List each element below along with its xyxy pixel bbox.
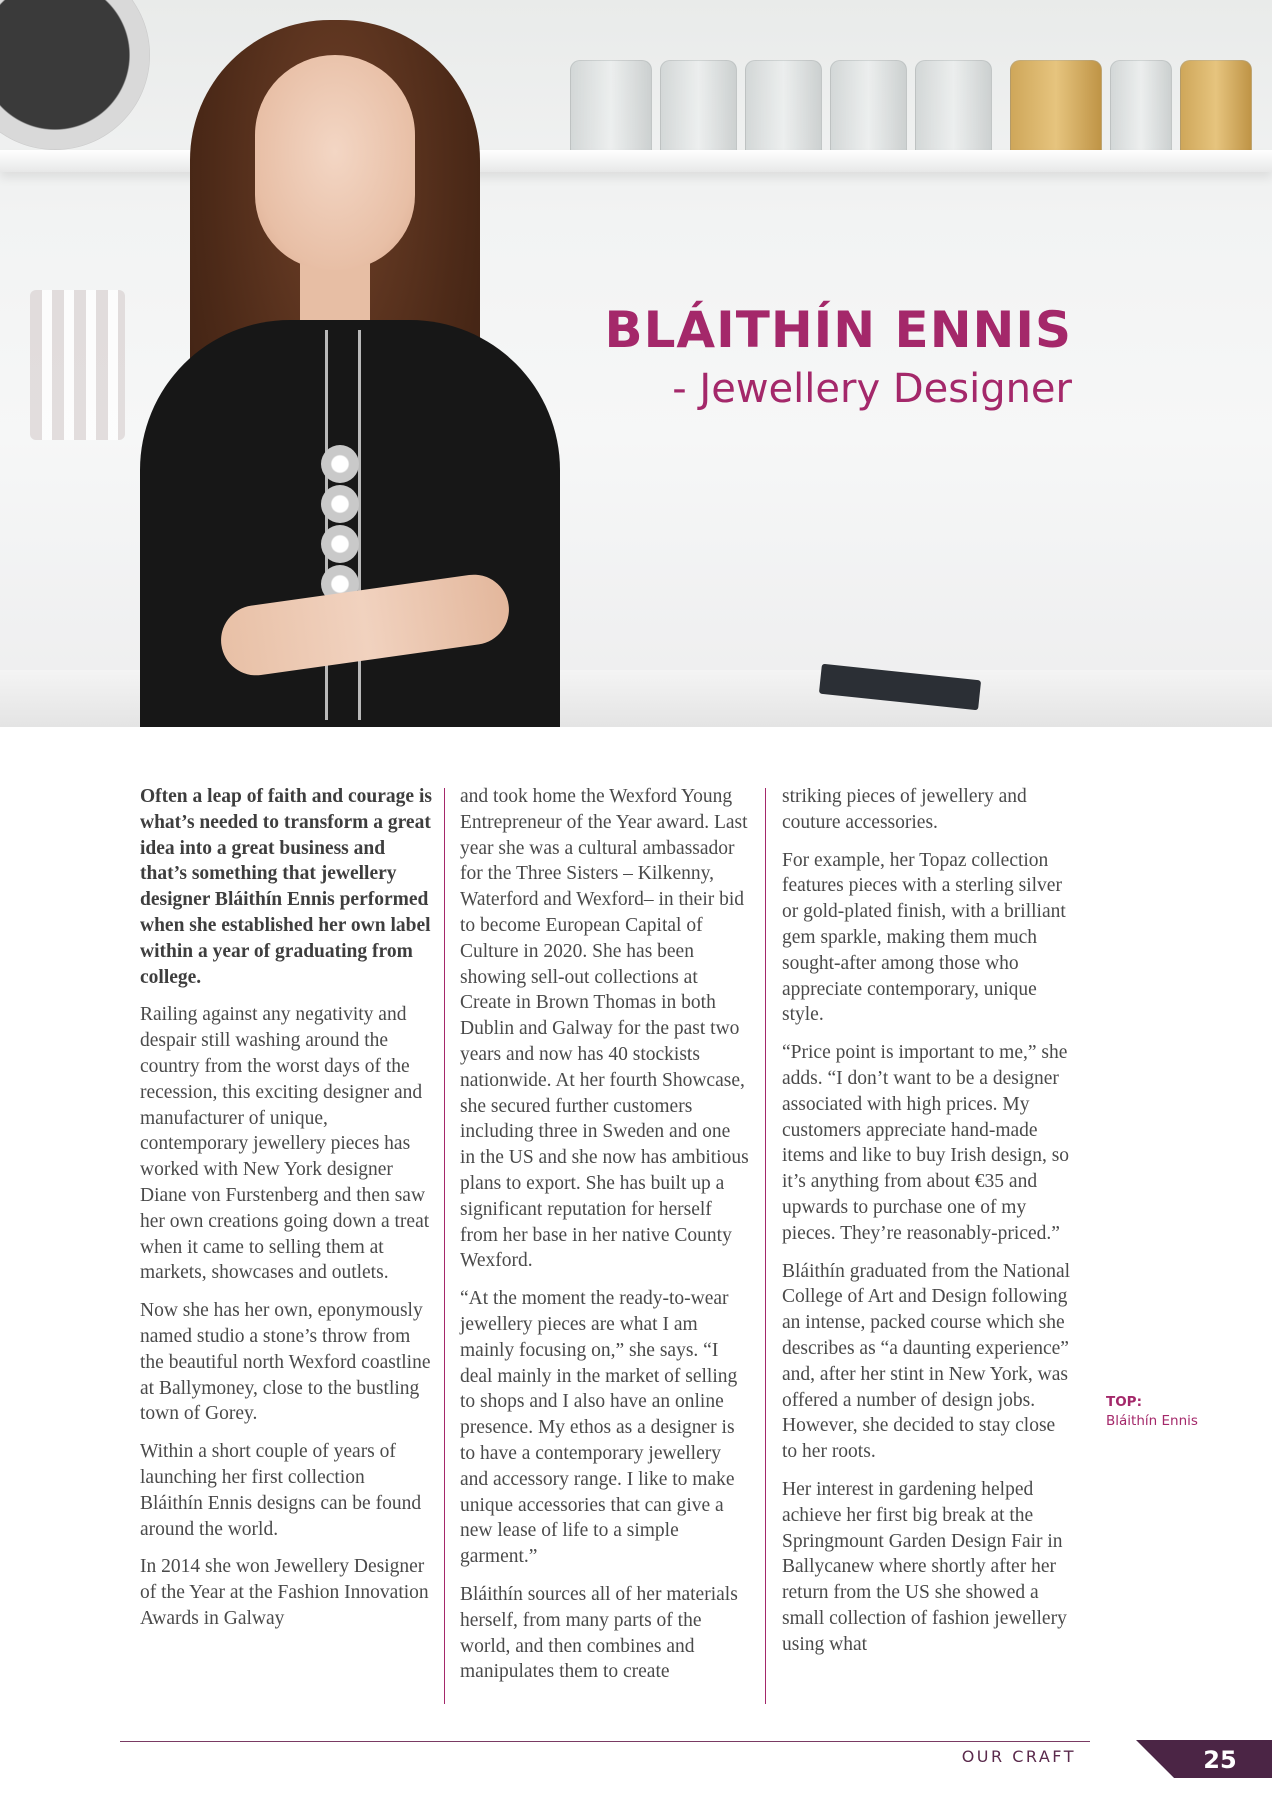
article-column-3	[782, 784, 1074, 1670]
body-paragraph: striking pieces of jewellery and couture accessories.	[782, 786, 1027, 833]
shelf-jar	[830, 60, 907, 154]
article-title: BLÁITHÍN ENNIS	[604, 301, 1072, 359]
pendant	[321, 445, 359, 483]
photo-caption	[1106, 1393, 1198, 1431]
body-paragraph: and took home the Wexford Young Entrepreneur of the Year award. Last year she was a cultural ambassador for the Three Sisters – Kilkenny, Waterford and Wexford– in their bid to become European Capital of Culture in 2020. She has been showing sell-out collections at Create in Brown Thomas in both Dublin and Galway for the past two years and now has 40 stockists nationwide. At her fourth Showcase, she secured further customers including three in Sweden and one in the US and she now has ambitious plans to export. She has built up a significant reputation for herself from her base in her native County Wexford.	[460, 786, 749, 1272]
body-paragraph: For example, her Topaz collection features pieces with a sterling silver or gold-plated finish, with a brilliant gem sparkle, making them much sought-after among those who appreciate contemporary, unique style.	[782, 849, 1066, 1026]
shelf-jar	[570, 60, 652, 154]
body-paragraph: Bláithín sources all of her materials herself, from many parts of the world, and then combines and manipulates them to create	[460, 1583, 738, 1683]
body-paragraph: Bláithín graduated from the National College of Art and Design following an intense, packed course which she describes as “a daunting experience” and, after her stint in New York, was offered a number of design jobs. However, she decided to stay close to her roots.	[782, 1260, 1071, 1463]
hanging-towels	[30, 290, 125, 440]
shelf-jar	[1110, 60, 1172, 154]
body-paragraph: “Price point is important to me,” she adds. “I don’t want to be a designer associated with high prices. My customers appreciate hand-made items and like to buy Irish design, so it’s anything from about €35 and upwards to purchase one of my pieces. They’re reasonably-priced.”	[782, 1042, 1070, 1244]
pendant	[321, 525, 359, 563]
column-divider	[765, 788, 766, 1704]
pendant	[321, 485, 359, 523]
body-paragraph: Railing against any negativity and despair still washing around the country from the worst days of the recession, this exciting designer and manufacturer of unique, contemporary jewellery pieces has worked with New York designer Diane von Furstenberg and then saw her own creations going down a treat when it came to selling them at markets, showcases and outlets.	[140, 1004, 430, 1284]
shelf-jar	[745, 60, 822, 154]
body-paragraph: “At the moment the ready-to-wear jewellery pieces are what I am mainly focusing on,” she says. “I deal mainly in the market of selling to shops and I also have an online presence. My ethos as a designer is to have a contemporary jewellery and accessory range. I like to make unique accessories that can give a new lease of life to a simple garment.”	[460, 1288, 738, 1568]
caption-text: Bláithín Ennis	[1106, 1413, 1198, 1429]
caption-label: TOP:	[1106, 1394, 1142, 1410]
body-paragraph: Within a short couple of years of launching her first collection Bláithín Ennis designs can be found around the world.	[140, 1441, 422, 1540]
article-column-1	[140, 784, 432, 1644]
shelf-jar	[1180, 60, 1252, 154]
lead-paragraph: Often a leap of faith and courage is what’s needed to transform a great idea into a great business and that’s something that jewellery designer Bláithín Ennis performed when she established her own label within a year of graduating from college.	[140, 786, 432, 988]
shelf-jar	[915, 60, 992, 154]
wall-clock	[0, 0, 150, 150]
face	[255, 55, 415, 270]
article-column-2	[460, 784, 750, 1697]
shelf-jar	[1010, 60, 1102, 154]
footer-rule	[120, 1741, 1090, 1742]
shelf-jar	[660, 60, 737, 154]
body-paragraph: In 2014 she won Jewellery Designer of the Year at the Fashion Innovation Awards in Galway	[140, 1556, 429, 1629]
article-title-block	[604, 300, 1072, 418]
body-paragraph: Her interest in gardening helped achieve her first big break at the Springmount Garden Design Fair in Ballycanew where shortly after her return from the US she showed a small collection of fashion jewellery using what	[782, 1478, 1067, 1655]
body-paragraph: Now she has her own, eponymously named studio a stone’s throw from the beautiful north Wexford coastline at Ballymoney, close to the bustling town of Gorey.	[140, 1300, 431, 1425]
article-subtitle: - Jewellery Designer	[672, 366, 1072, 412]
footer-section-label: OUR CRAFT	[961, 1747, 1076, 1766]
column-divider	[444, 788, 445, 1704]
page-number: 25	[1203, 1746, 1237, 1774]
portrait-figure	[150, 0, 570, 727]
